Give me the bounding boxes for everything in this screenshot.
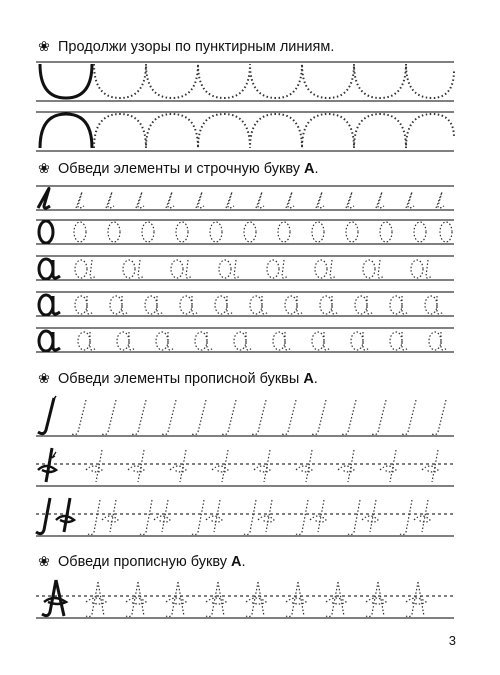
uppercase-element-combined	[36, 494, 454, 540]
pattern-row-1	[36, 58, 454, 106]
instruction-4-text: Обведи прописную букву А.	[58, 553, 246, 570]
instruction-3	[36, 370, 318, 387]
page-number: 3	[448, 633, 456, 648]
lowercase-row-2	[36, 218, 454, 248]
uppercase-element-slant	[36, 394, 454, 440]
lowercase-letter-a-row-2	[36, 326, 454, 356]
lowercase-row-5	[36, 326, 454, 356]
uppercase-row-2	[36, 444, 454, 490]
lowercase-row-4	[36, 290, 454, 320]
instruction-4	[36, 553, 246, 570]
lowercase-element-stroke	[36, 184, 454, 214]
uppercase-row-1	[36, 394, 454, 440]
lowercase-letter-a-with-stroke	[36, 254, 454, 284]
scallop-pattern-2	[36, 108, 454, 156]
instruction-1	[36, 38, 334, 55]
lowercase-element-oval	[36, 218, 454, 248]
pattern-row-2	[36, 108, 454, 156]
flower-icon: ❀	[38, 38, 50, 54]
lowercase-letter-a-row	[36, 290, 454, 320]
flower-icon: ❀	[38, 370, 50, 386]
uppercase-row-3	[36, 494, 454, 540]
instruction-2	[36, 160, 319, 177]
lowercase-row-3	[36, 254, 454, 284]
lowercase-row-1	[36, 184, 454, 214]
uppercase-element-cross	[36, 444, 454, 490]
instruction-3-text: Обведи элементы прописной буквы А.	[58, 370, 318, 387]
uppercase-letter-row	[36, 576, 454, 622]
instruction-2-text: Обведи элементы и строчную букву А.	[58, 160, 319, 177]
flower-icon: ❀	[38, 553, 50, 569]
instruction-1-text: Продолжи узоры по пунктирным линиям.	[58, 38, 335, 55]
flower-icon: ❀	[38, 160, 50, 176]
uppercase-letter-a-row	[36, 576, 454, 622]
scallop-pattern-1	[36, 58, 454, 106]
